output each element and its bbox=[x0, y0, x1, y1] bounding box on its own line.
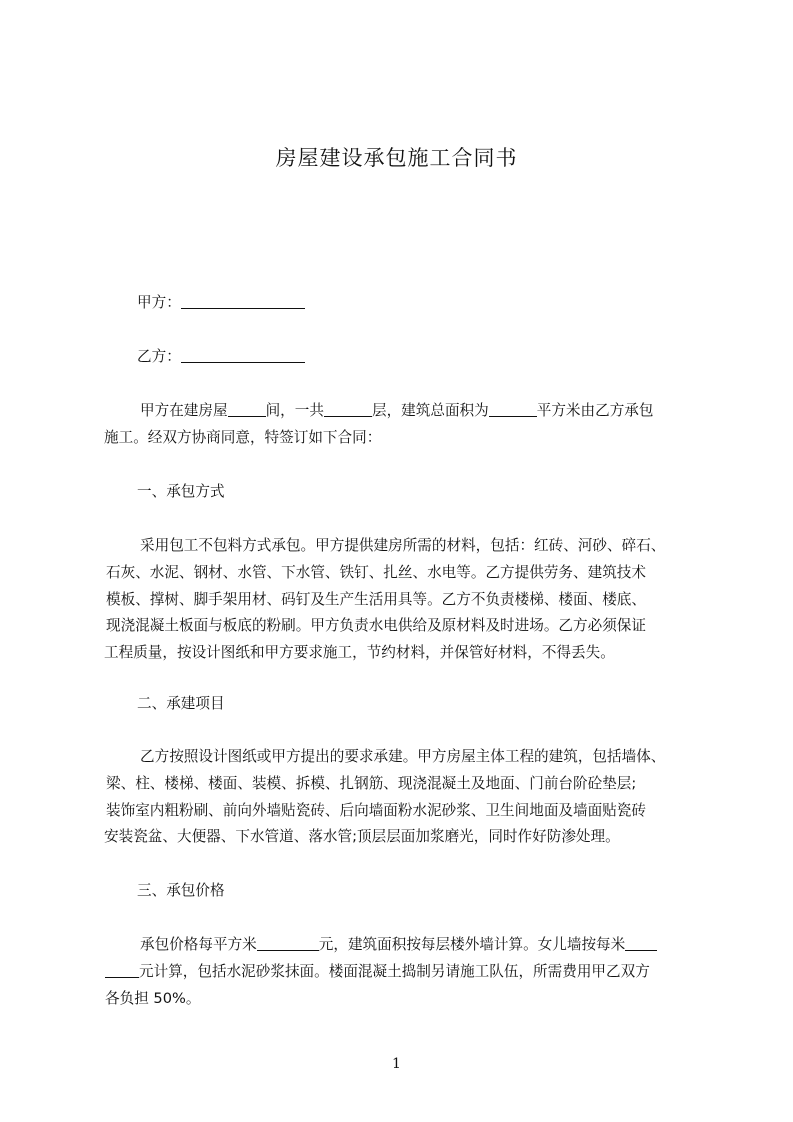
section-1-line: 采用包工不包料方式承包。甲方提供建房所需的材料，包括：红砖、河砂、碎石、 bbox=[140, 537, 666, 554]
section-1-heading: 一、承包方式 bbox=[137, 483, 225, 500]
party-b-label: 乙方： bbox=[137, 348, 181, 365]
party-a-label: 甲方： bbox=[137, 294, 181, 311]
parapet-price-blank bbox=[625, 935, 657, 951]
section-2-line: 安装瓷盆、大便器、下水管道、落水管;顶层层面加浆磨光，同时作好防渗处理。 bbox=[104, 828, 620, 845]
price-text-1: 承包价格每平方米 bbox=[140, 936, 257, 953]
section-2-line: 梁、柱、楼梯、楼面、装模、拆模、扎钢筋、现浇混凝土及地面、门前台阶砼垫层; bbox=[106, 775, 637, 792]
intro-line-2: 施工。经双方协商同意，特签订如下合同： bbox=[104, 429, 382, 446]
price-text-3: 元计算，包括水泥砂浆抹面。楼面混凝土捣制另请施工队伍，所需费用甲乙双方 bbox=[139, 963, 650, 980]
party-a-line bbox=[137, 291, 305, 312]
party-b-blank bbox=[181, 347, 305, 363]
section-1-line: 石灰、水泥、钢材、水管、下水管、铁钉、扎丝、水电等。乙方提供劳务、建筑技术 bbox=[106, 564, 646, 581]
section-2-line: 装饰室内粗粉刷、前向外墙贴瓷砖、后向墙面粉水泥砂浆、卫生间地面及墙面贴瓷砖 bbox=[106, 802, 646, 819]
section-3-line-2 bbox=[105, 960, 650, 981]
floors-blank bbox=[324, 401, 372, 417]
intro-text-4: 平方米由乙方承包 bbox=[536, 402, 654, 419]
section-3-heading: 三、承包价格 bbox=[137, 882, 225, 899]
section-3-line-1 bbox=[140, 933, 657, 954]
intro-line-1 bbox=[140, 399, 654, 420]
area-blank bbox=[489, 401, 537, 417]
price-per-sqm-blank bbox=[257, 935, 319, 951]
party-b-line bbox=[137, 345, 305, 366]
intro-text-2: 间，一共 bbox=[265, 402, 324, 419]
section-1-line: 模板、撑树、脚手架用材、码钉及生产生活用具等。乙方不负责楼梯、楼面、楼底、 bbox=[106, 591, 646, 608]
rooms-blank bbox=[228, 401, 266, 417]
section-2-heading: 二、承建项目 bbox=[137, 695, 225, 712]
parapet-price-blank-cont bbox=[105, 962, 139, 978]
section-3-line-3: 各负担 50%。 bbox=[105, 990, 201, 1007]
intro-text-1: 甲方在建房屋 bbox=[140, 402, 228, 419]
section-1-line: 工程质量，按设计图纸和甲方要求施工，节约材料，并保管好材料，不得丢失。 bbox=[104, 644, 615, 661]
section-2-line: 乙方按照设计图纸或甲方提出的要求承建。甲方房屋主体工程的建筑，包括墙体、 bbox=[140, 748, 666, 765]
price-text-2: 元，建筑面积按每层楼外墙计算。女儿墙按每米 bbox=[318, 936, 626, 953]
section-1-line: 现浇混凝土板面与板底的粉刷。甲方负责水电供给及原材料及时进场。乙方必须保证 bbox=[106, 617, 646, 634]
party-a-blank bbox=[181, 293, 305, 309]
document-title: 房屋建设承包施工合同书 bbox=[275, 146, 518, 170]
intro-text-3: 层，建筑总面积为 bbox=[371, 402, 489, 419]
page-number: 1 bbox=[392, 1056, 401, 1072]
